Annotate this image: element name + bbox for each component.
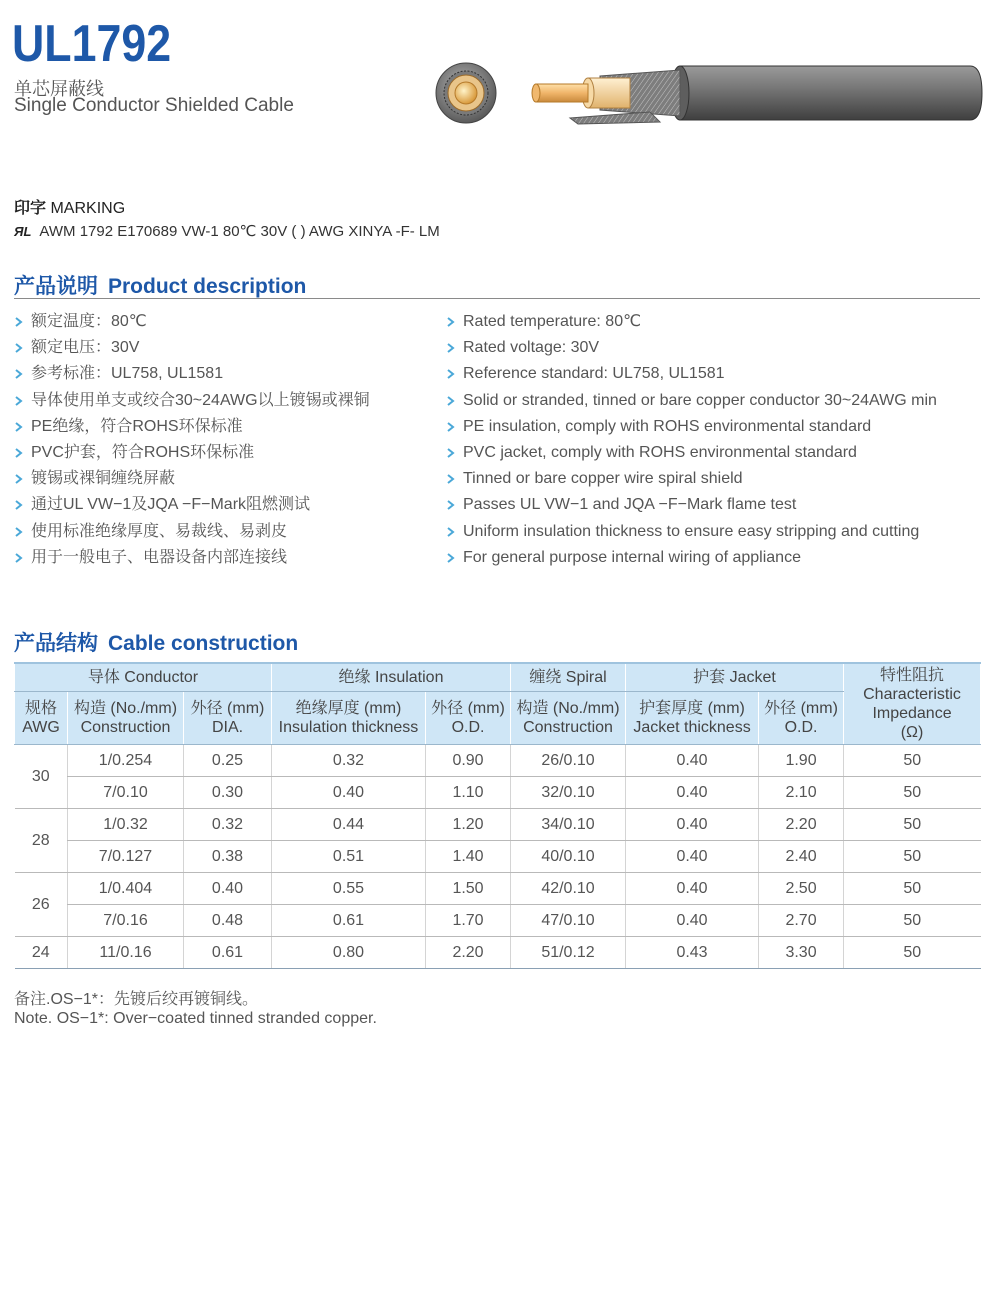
description-item-en: Rated voltage: 30V xyxy=(446,338,937,364)
chevron-right-icon xyxy=(446,500,456,510)
table-cell: 0.40 xyxy=(626,777,759,809)
chevron-right-icon xyxy=(14,553,24,563)
table-cell: 26/0.10 xyxy=(511,745,626,777)
table-row xyxy=(15,809,981,841)
table-cell: 0.40 xyxy=(184,873,272,905)
chevron-right-icon xyxy=(14,500,24,510)
header-conductor: 导体 Conductor xyxy=(15,663,272,692)
awg-cell: 26 xyxy=(15,873,68,937)
description-item-en: PVC jacket, comply with ROHS environmental standard xyxy=(446,443,937,469)
construction-heading-en: Cable construction xyxy=(108,632,299,655)
table-cell: 2.70 xyxy=(759,905,844,937)
description-item-en: Rated temperature: 80℃ xyxy=(446,312,937,338)
table-cell: 1.40 xyxy=(426,841,511,873)
table-cell: 0.40 xyxy=(272,777,426,809)
table-cell: 0.80 xyxy=(272,937,426,969)
table-row xyxy=(15,745,981,777)
table-cell: 7/0.10 xyxy=(68,777,184,809)
chevron-right-icon xyxy=(14,317,24,327)
chevron-right-icon xyxy=(14,343,24,353)
note-cn: 备注.OS−1*：先镀后绞再镀铜线。 xyxy=(14,991,259,1008)
header-jacket: 护套 Jacket xyxy=(626,663,844,692)
chevron-right-icon xyxy=(446,343,456,353)
chevron-right-icon xyxy=(446,396,456,406)
construction-heading xyxy=(14,627,298,657)
table-cell: 0.25 xyxy=(184,745,272,777)
table-cell: 50 xyxy=(844,873,981,905)
header-spiral: 缠绕 Spiral xyxy=(511,663,626,692)
table-cell: 2.20 xyxy=(759,809,844,841)
table-cell: 7/0.16 xyxy=(68,905,184,937)
chevron-right-icon xyxy=(14,422,24,432)
table-cell: 0.40 xyxy=(626,745,759,777)
table-cell: 2.20 xyxy=(426,937,511,969)
table-cell: 0.32 xyxy=(184,809,272,841)
table-row xyxy=(15,937,981,969)
table-cell: 1/0.254 xyxy=(68,745,184,777)
table-cell: 2.40 xyxy=(759,841,844,873)
table-cell: 1/0.404 xyxy=(68,873,184,905)
ul-logo-icon: ЯL xyxy=(14,223,32,239)
awg-cell: 24 xyxy=(15,937,68,969)
table-cell: 0.43 xyxy=(626,937,759,969)
header-awg: 规格 AWG xyxy=(15,692,68,745)
table-cell: 1.90 xyxy=(759,745,844,777)
chevron-right-icon xyxy=(446,474,456,484)
table-cell: 0.61 xyxy=(272,905,426,937)
description-item-cn: 额定电压：30V xyxy=(14,338,370,364)
awg-cell: 30 xyxy=(15,745,68,809)
note-en: Note. OS−1*: Over−coated tinned stranded copper. xyxy=(14,1010,377,1027)
description-item-cn: 参考标准：UL758, UL1581 xyxy=(14,364,370,390)
table-cell: 1.10 xyxy=(426,777,511,809)
table-cell: 0.61 xyxy=(184,937,272,969)
chevron-right-icon xyxy=(446,317,456,327)
description-item-en: Reference standard: UL758, UL1581 xyxy=(446,364,937,390)
description-heading xyxy=(14,270,306,300)
subtitle-cn: 单芯屏蔽线 xyxy=(14,79,104,99)
description-item-en: PE insulation, comply with ROHS environmental standard xyxy=(446,417,937,443)
subtitle-en: Single Conductor Shielded Cable xyxy=(14,95,294,116)
table-row xyxy=(15,873,981,905)
header-conductor-dia: 外径 (mm) DIA. xyxy=(184,692,272,745)
table-cell: 0.44 xyxy=(272,809,426,841)
header-spiral-construction: 构造 (No./mm) Construction xyxy=(511,692,626,745)
table-cell: 2.10 xyxy=(759,777,844,809)
chevron-right-icon xyxy=(446,448,456,458)
table-cell: 1.70 xyxy=(426,905,511,937)
chevron-right-icon xyxy=(446,553,456,563)
table-cell: 50 xyxy=(844,841,981,873)
page-title: UL1792 xyxy=(12,15,172,73)
awg-cell: 28 xyxy=(15,809,68,873)
table-cell: 51/0.12 xyxy=(511,937,626,969)
table-cell: 0.51 xyxy=(272,841,426,873)
description-heading-en: Product description xyxy=(108,275,307,298)
description-item-cn: 额定温度：80℃ xyxy=(14,312,370,338)
construction-heading-cn: 产品结构 xyxy=(14,632,98,655)
table-cell: 1/0.32 xyxy=(68,809,184,841)
header-conductor-construction: 构造 (No./mm) Construction xyxy=(68,692,184,745)
table-cell: 50 xyxy=(844,809,981,841)
table-cell: 2.50 xyxy=(759,873,844,905)
table-cell: 0.40 xyxy=(626,841,759,873)
marking-label-en: MARKING xyxy=(50,200,126,217)
header-jacket-od: 外径 (mm) O.D. xyxy=(759,692,844,745)
description-item-cn: 导体使用单支或绞合30~24AWG以上镀锡或裸铜 xyxy=(14,391,370,417)
marking-label xyxy=(14,195,125,218)
chevron-right-icon xyxy=(14,369,24,379)
table-cell: 50 xyxy=(844,777,981,809)
header-insulation-thickness: 绝缘厚度 (mm) Insulation thickness xyxy=(272,692,426,745)
header-insulation-od: 外径 (mm) O.D. xyxy=(426,692,511,745)
description-item-en: Solid or stranded, tinned or bare copper conductor 30~24AWG min xyxy=(446,391,937,417)
description-item-en: Passes UL VW−1 and JQA −F−Mark flame test xyxy=(446,495,937,521)
header-impedance: 特性阻抗 Characteristic Impedance (Ω) xyxy=(844,663,981,745)
table-cell: 40/0.10 xyxy=(511,841,626,873)
chevron-right-icon xyxy=(446,527,456,537)
table-cell: 0.38 xyxy=(184,841,272,873)
construction-table xyxy=(14,662,981,969)
description-item-cn: 使用标准绝缘厚度、易裁线、易剥皮 xyxy=(14,522,370,548)
table-cell: 32/0.10 xyxy=(511,777,626,809)
description-list-en xyxy=(446,312,937,574)
description-item-cn: 镀锡或裸铜缠绕屏蔽 xyxy=(14,469,370,495)
description-divider xyxy=(14,298,980,299)
table-cell: 0.90 xyxy=(426,745,511,777)
header-jacket-thickness: 护套厚度 (mm) Jacket thickness xyxy=(626,692,759,745)
chevron-right-icon xyxy=(14,448,24,458)
chevron-right-icon xyxy=(14,396,24,406)
cable-cross-section-image xyxy=(434,60,538,126)
table-row xyxy=(15,777,981,809)
table-cell: 11/0.16 xyxy=(68,937,184,969)
table-cell: 50 xyxy=(844,905,981,937)
marking-line xyxy=(14,222,440,240)
table-cell: 0.40 xyxy=(626,873,759,905)
table-cell: 0.40 xyxy=(626,905,759,937)
table-cell: 50 xyxy=(844,937,981,969)
table-row xyxy=(15,841,981,873)
table-cell: 0.30 xyxy=(184,777,272,809)
description-list-cn xyxy=(14,312,370,574)
table-cell: 50 xyxy=(844,745,981,777)
table-cell: 34/0.10 xyxy=(511,809,626,841)
chevron-right-icon xyxy=(14,474,24,484)
table-cell: 42/0.10 xyxy=(511,873,626,905)
table-cell: 0.40 xyxy=(626,809,759,841)
description-item-en: For general purpose internal wiring of appliance xyxy=(446,548,937,574)
table-cell: 1.50 xyxy=(426,873,511,905)
description-item-cn: PVC护套，符合ROHS环保标准 xyxy=(14,443,370,469)
table-cell: 7/0.127 xyxy=(68,841,184,873)
description-heading-cn: 产品说明 xyxy=(14,275,98,298)
header-insulation: 绝缘 Insulation xyxy=(272,663,511,692)
description-item-cn: PE绝缘，符合ROHS环保标准 xyxy=(14,417,370,443)
description-item-en: Tinned or bare copper wire spiral shield xyxy=(446,469,937,495)
table-cell: 3.30 xyxy=(759,937,844,969)
table-cell: 0.55 xyxy=(272,873,426,905)
chevron-right-icon xyxy=(446,369,456,379)
cable-side-image xyxy=(530,60,986,130)
marking-text: AWM 1792 E170689 VW-1 80℃ 30V ( ) AWG XINYA -F- LM xyxy=(39,223,440,240)
marking-label-cn: 印字 xyxy=(14,200,47,217)
chevron-right-icon xyxy=(446,422,456,432)
chevron-right-icon xyxy=(14,527,24,537)
table-cell: 47/0.10 xyxy=(511,905,626,937)
table-cell: 1.20 xyxy=(426,809,511,841)
description-item-en: Uniform insulation thickness to ensure easy stripping and cutting xyxy=(446,522,937,548)
description-item-cn: 用于一般电子、电器设备内部连接线 xyxy=(14,548,370,574)
table-cell: 0.32 xyxy=(272,745,426,777)
table-row xyxy=(15,905,981,937)
description-item-cn: 通过UL VW−1及JQA −F−Mark阻燃测试 xyxy=(14,495,370,521)
table-cell: 0.48 xyxy=(184,905,272,937)
